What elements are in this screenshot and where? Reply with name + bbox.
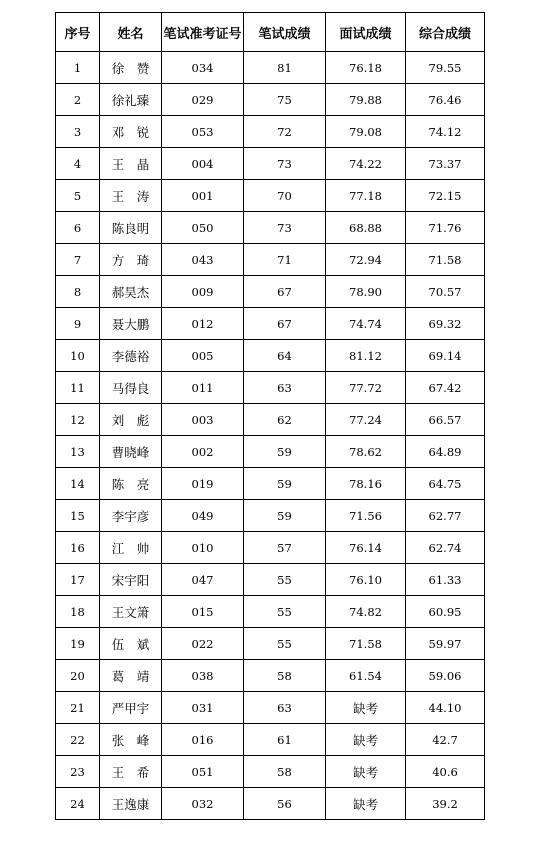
exam-id-cell: 010	[162, 532, 244, 564]
interview-score-cell: 79.88	[326, 84, 406, 116]
table-row	[56, 660, 485, 692]
name-cell: 严甲宇	[100, 692, 162, 724]
seq-cell: 12	[56, 404, 100, 436]
seq-cell: 9	[56, 308, 100, 340]
table-row	[56, 724, 485, 756]
seq-cell: 10	[56, 340, 100, 372]
total-score-cell: 42.7	[406, 724, 485, 756]
table-row	[56, 756, 485, 788]
total-score-cell: 73.37	[406, 148, 485, 180]
name-cell: 葛 靖	[100, 660, 162, 692]
header-interview-score: 面试成绩	[326, 13, 406, 52]
seq-cell: 13	[56, 436, 100, 468]
written-score-cell: 72	[244, 116, 326, 148]
total-score-cell: 70.57	[406, 276, 485, 308]
written-score-cell: 59	[244, 436, 326, 468]
total-score-cell: 76.46	[406, 84, 485, 116]
written-score-cell: 58	[244, 660, 326, 692]
interview-score-cell: 77.18	[326, 180, 406, 212]
seq-cell: 19	[56, 628, 100, 660]
written-score-cell: 59	[244, 500, 326, 532]
name-cell: 王 涛	[100, 180, 162, 212]
table-row	[56, 116, 485, 148]
written-score-cell: 73	[244, 148, 326, 180]
table-row	[56, 564, 485, 596]
exam-id-cell: 053	[162, 116, 244, 148]
exam-id-cell: 019	[162, 468, 244, 500]
interview-score-cell: 76.14	[326, 532, 406, 564]
seq-cell: 1	[56, 52, 100, 84]
total-score-cell: 67.42	[406, 372, 485, 404]
interview-score-cell: 缺考	[326, 724, 406, 756]
written-score-cell: 71	[244, 244, 326, 276]
interview-score-cell: 72.94	[326, 244, 406, 276]
total-score-cell: 74.12	[406, 116, 485, 148]
total-score-cell: 71.76	[406, 212, 485, 244]
total-score-cell: 66.57	[406, 404, 485, 436]
exam-id-cell: 029	[162, 84, 244, 116]
exam-id-cell: 022	[162, 628, 244, 660]
name-cell: 聂大鹏	[100, 308, 162, 340]
interview-score-cell: 缺考	[326, 788, 406, 820]
written-score-cell: 70	[244, 180, 326, 212]
interview-score-cell: 78.90	[326, 276, 406, 308]
exam-id-cell: 050	[162, 212, 244, 244]
written-score-cell: 73	[244, 212, 326, 244]
seq-cell: 15	[56, 500, 100, 532]
header-row	[56, 13, 485, 52]
exam-id-cell: 049	[162, 500, 244, 532]
interview-score-cell: 缺考	[326, 756, 406, 788]
total-score-cell: 44.10	[406, 692, 485, 724]
name-cell: 王逸康	[100, 788, 162, 820]
exam-id-cell: 043	[162, 244, 244, 276]
name-cell: 王文箫	[100, 596, 162, 628]
total-score-cell: 60.95	[406, 596, 485, 628]
written-score-cell: 62	[244, 404, 326, 436]
name-cell: 陈良明	[100, 212, 162, 244]
table-header	[56, 13, 485, 52]
interview-score-cell: 76.10	[326, 564, 406, 596]
exam-id-cell: 032	[162, 788, 244, 820]
total-score-cell: 62.77	[406, 500, 485, 532]
name-cell: 徐 赞	[100, 52, 162, 84]
name-cell: 刘 彪	[100, 404, 162, 436]
table-row	[56, 532, 485, 564]
total-score-cell: 69.32	[406, 308, 485, 340]
name-cell: 马得良	[100, 372, 162, 404]
name-cell: 邓 锐	[100, 116, 162, 148]
seq-cell: 23	[56, 756, 100, 788]
total-score-cell: 69.14	[406, 340, 485, 372]
table-row	[56, 52, 485, 84]
interview-score-cell: 71.56	[326, 500, 406, 532]
table-row	[56, 468, 485, 500]
table-body	[56, 52, 485, 820]
total-score-cell: 64.75	[406, 468, 485, 500]
exam-id-cell: 001	[162, 180, 244, 212]
name-cell: 李德裕	[100, 340, 162, 372]
table-row	[56, 436, 485, 468]
seq-cell: 14	[56, 468, 100, 500]
seq-cell: 4	[56, 148, 100, 180]
seq-cell: 11	[56, 372, 100, 404]
table-row	[56, 180, 485, 212]
interview-score-cell: 61.54	[326, 660, 406, 692]
table-row	[56, 340, 485, 372]
exam-id-cell: 009	[162, 276, 244, 308]
seq-cell: 6	[56, 212, 100, 244]
seq-cell: 5	[56, 180, 100, 212]
total-score-cell: 64.89	[406, 436, 485, 468]
interview-score-cell: 缺考	[326, 692, 406, 724]
written-score-cell: 67	[244, 308, 326, 340]
name-cell: 李宇彦	[100, 500, 162, 532]
name-cell: 宋宇阳	[100, 564, 162, 596]
written-score-cell: 61	[244, 724, 326, 756]
table-row	[56, 788, 485, 820]
written-score-cell: 58	[244, 756, 326, 788]
seq-cell: 2	[56, 84, 100, 116]
table-row	[56, 692, 485, 724]
header-written-score: 笔试成绩	[244, 13, 326, 52]
total-score-cell: 40.6	[406, 756, 485, 788]
written-score-cell: 57	[244, 532, 326, 564]
name-cell: 郝昊杰	[100, 276, 162, 308]
name-cell: 徐礼臻	[100, 84, 162, 116]
name-cell: 曹晓峰	[100, 436, 162, 468]
table-row	[56, 276, 485, 308]
interview-score-cell: 76.18	[326, 52, 406, 84]
interview-score-cell: 78.16	[326, 468, 406, 500]
total-score-cell: 79.55	[406, 52, 485, 84]
seq-cell: 17	[56, 564, 100, 596]
interview-score-cell: 71.58	[326, 628, 406, 660]
table-row	[56, 500, 485, 532]
exam-id-cell: 003	[162, 404, 244, 436]
score-table	[55, 12, 485, 820]
seq-cell: 20	[56, 660, 100, 692]
written-score-cell: 55	[244, 596, 326, 628]
table-row	[56, 628, 485, 660]
name-cell: 伍 斌	[100, 628, 162, 660]
total-score-cell: 59.06	[406, 660, 485, 692]
interview-score-cell: 74.22	[326, 148, 406, 180]
interview-score-cell: 77.72	[326, 372, 406, 404]
seq-cell: 16	[56, 532, 100, 564]
seq-cell: 18	[56, 596, 100, 628]
table-row	[56, 84, 485, 116]
exam-id-cell: 051	[162, 756, 244, 788]
written-score-cell: 81	[244, 52, 326, 84]
total-score-cell: 39.2	[406, 788, 485, 820]
table-row	[56, 244, 485, 276]
written-score-cell: 64	[244, 340, 326, 372]
interview-score-cell: 78.62	[326, 436, 406, 468]
total-score-cell: 61.33	[406, 564, 485, 596]
table-row	[56, 308, 485, 340]
written-score-cell: 59	[244, 468, 326, 500]
written-score-cell: 56	[244, 788, 326, 820]
exam-id-cell: 005	[162, 340, 244, 372]
table-row	[56, 596, 485, 628]
total-score-cell: 62.74	[406, 532, 485, 564]
interview-score-cell: 74.74	[326, 308, 406, 340]
exam-id-cell: 047	[162, 564, 244, 596]
written-score-cell: 67	[244, 276, 326, 308]
exam-id-cell: 011	[162, 372, 244, 404]
exam-id-cell: 004	[162, 148, 244, 180]
name-cell: 王 希	[100, 756, 162, 788]
header-seq: 序号	[56, 13, 100, 52]
name-cell: 张 峰	[100, 724, 162, 756]
interview-score-cell: 68.88	[326, 212, 406, 244]
exam-id-cell: 016	[162, 724, 244, 756]
exam-id-cell: 031	[162, 692, 244, 724]
written-score-cell: 55	[244, 564, 326, 596]
total-score-cell: 59.97	[406, 628, 485, 660]
seq-cell: 21	[56, 692, 100, 724]
total-score-cell: 71.58	[406, 244, 485, 276]
name-cell: 王 晶	[100, 148, 162, 180]
table-row	[56, 372, 485, 404]
name-cell: 方 琦	[100, 244, 162, 276]
table-row	[56, 148, 485, 180]
total-score-cell: 72.15	[406, 180, 485, 212]
interview-score-cell: 79.08	[326, 116, 406, 148]
written-score-cell: 63	[244, 372, 326, 404]
written-score-cell: 63	[244, 692, 326, 724]
header-name: 姓名	[100, 13, 162, 52]
exam-id-cell: 038	[162, 660, 244, 692]
exam-id-cell: 034	[162, 52, 244, 84]
seq-cell: 24	[56, 788, 100, 820]
written-score-cell: 55	[244, 628, 326, 660]
seq-cell: 3	[56, 116, 100, 148]
exam-id-cell: 012	[162, 308, 244, 340]
name-cell: 陈 亮	[100, 468, 162, 500]
seq-cell: 22	[56, 724, 100, 756]
written-score-cell: 75	[244, 84, 326, 116]
interview-score-cell: 74.82	[326, 596, 406, 628]
header-exam-id: 笔试准考证号	[162, 13, 244, 52]
seq-cell: 8	[56, 276, 100, 308]
name-cell: 江 帅	[100, 532, 162, 564]
table-row	[56, 212, 485, 244]
exam-id-cell: 002	[162, 436, 244, 468]
seq-cell: 7	[56, 244, 100, 276]
interview-score-cell: 77.24	[326, 404, 406, 436]
exam-id-cell: 015	[162, 596, 244, 628]
table-row	[56, 404, 485, 436]
header-total-score: 综合成绩	[406, 13, 485, 52]
interview-score-cell: 81.12	[326, 340, 406, 372]
